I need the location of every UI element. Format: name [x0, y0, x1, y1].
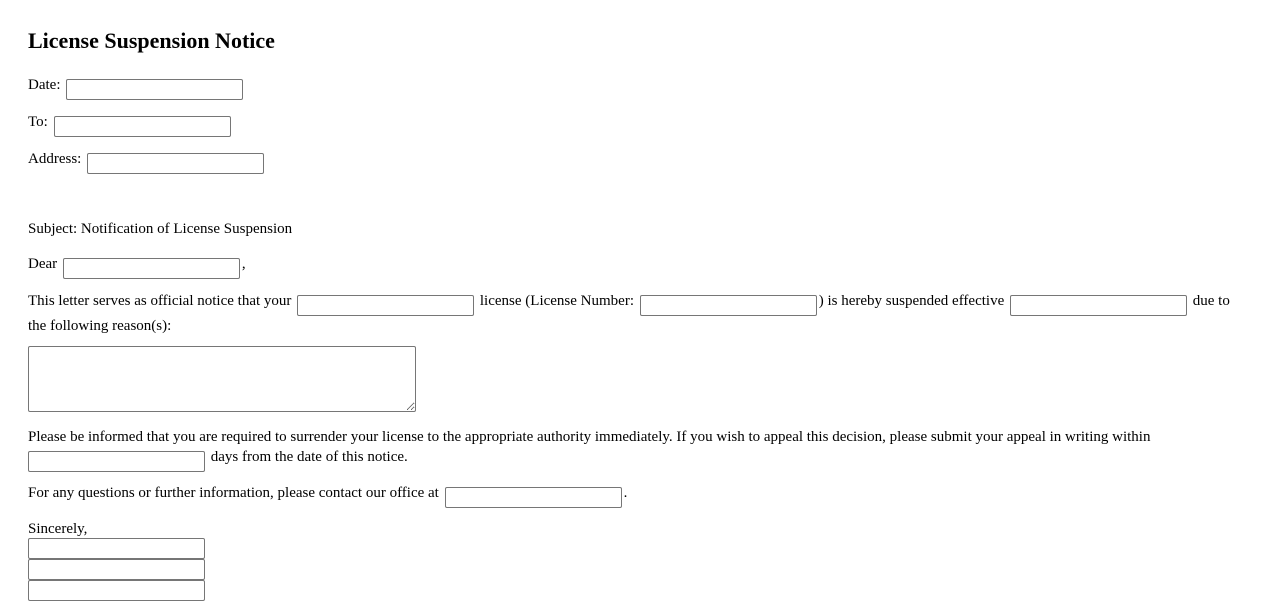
contact-row — [28, 483, 627, 508]
license-number-input[interactable] — [640, 295, 817, 316]
date-label: Date: — [28, 77, 61, 93]
appeal-text-1: Please be informed that you are required to surrender your license to the appropriate authority immediately. If you wish to appeal this decision, please submit your appeal in writing within — [28, 429, 1151, 445]
dear-label: Dear — [28, 256, 58, 272]
reasons-textarea[interactable] — [28, 346, 416, 412]
signature-organization-input[interactable] — [28, 580, 205, 601]
page-title: License Suspension Notice — [28, 28, 275, 53]
address-row — [28, 149, 266, 174]
notice-paragraph — [28, 291, 1250, 336]
to-row — [28, 112, 233, 137]
notice-text-4: due to the following reason(s): — [28, 293, 1230, 334]
appeal-text-2: days from the date of this notice. — [210, 449, 408, 465]
notice-text-1: This letter serves as official notice that your — [28, 293, 292, 309]
notice-text-3: ) is hereby suspended effective — [818, 293, 1005, 309]
license-type-input[interactable] — [297, 295, 474, 316]
subject-line: Subject: Notification of License Suspension — [28, 221, 293, 237]
contact-period: . — [623, 485, 628, 501]
to-label: To: — [28, 114, 48, 130]
contact-text: For any questions or further information, please contact our office at — [28, 485, 439, 501]
signature-name-input[interactable] — [28, 538, 205, 559]
notice-text-2: license (License Number: — [479, 293, 634, 309]
contact-input[interactable] — [445, 487, 622, 508]
address-input[interactable] — [87, 153, 264, 174]
to-input[interactable] — [54, 116, 231, 137]
date-row — [28, 75, 245, 100]
date-input[interactable] — [66, 79, 243, 100]
appeal-paragraph — [28, 427, 1250, 472]
appeal-days-input[interactable] — [28, 451, 205, 472]
salutation-comma: , — [241, 256, 246, 272]
signature-title-input[interactable] — [28, 559, 205, 580]
salutation-row — [28, 254, 246, 279]
closing-text: Sincerely, — [28, 521, 88, 537]
address-label: Address: — [28, 151, 82, 167]
recipient-name-input[interactable] — [63, 258, 240, 279]
effective-date-input[interactable] — [1010, 295, 1187, 316]
